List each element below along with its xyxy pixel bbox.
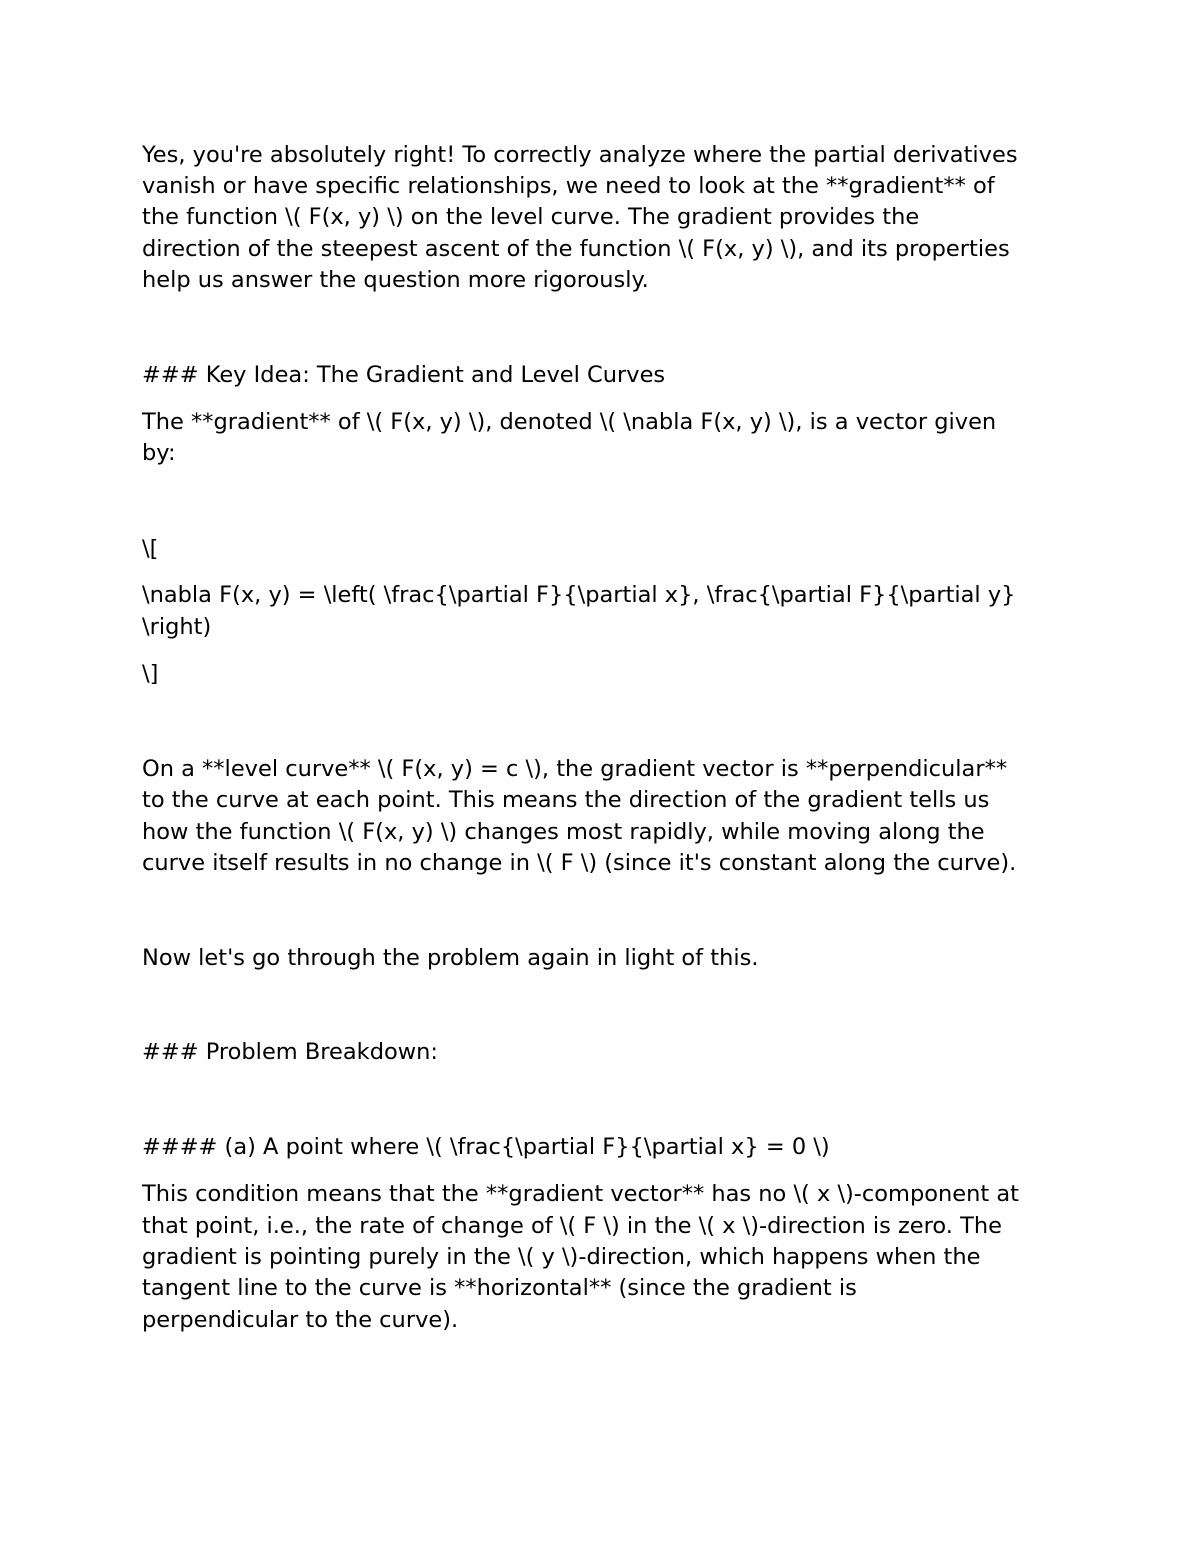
part-a-line-3: gradient is pointing purely in the \( y \)-direction, which happens when the	[142, 1244, 981, 1270]
gradient-def-line-1: The **gradient** of \( F(x, y) \), denoted \( \nabla F(x, y) \), is a vector given	[142, 409, 997, 435]
heading-problem-breakdown: ### Problem Breakdown:	[142, 1039, 438, 1065]
part-a-line-1: This condition means that the **gradient vector** has no \( x \)-component at	[142, 1181, 1019, 1207]
intro-line-2: vanish or have specific relationships, we need to look at the **gradient** of	[142, 173, 995, 199]
level-curve-line-1: On a **level curve** \( F(x, y) = c \), the gradient vector is **perpendicular**	[142, 756, 1008, 782]
heading-part-a: #### (a) A point where \( \frac{\partial F}{\partial x} = 0 \)	[142, 1134, 830, 1160]
intro-line-4: direction of the steepest ascent of the function \( F(x, y) \), and its properties	[142, 236, 1010, 262]
display-math-open: \[	[142, 536, 159, 562]
intro-line-1: Yes, you're absolutely right! To correctly analyze where the partial derivatives	[142, 142, 1018, 168]
level-curve-line-2: to the curve at each point. This means the direction of the gradient tells us	[142, 787, 990, 813]
part-a-line-4: tangent line to the curve is **horizontal** (since the gradient is	[142, 1275, 857, 1301]
transition-line: Now let's go through the problem again in light of this.	[142, 945, 759, 971]
intro-line-3: the function \( F(x, y) \) on the level curve. The gradient provides the	[142, 204, 920, 230]
heading-key-idea: ### Key Idea: The Gradient and Level Curves	[142, 362, 666, 388]
part-a-line-5: perpendicular to the curve).	[142, 1307, 459, 1333]
intro-line-5: help us answer the question more rigorously.	[142, 267, 649, 293]
formula-line-1: \nabla F(x, y) = \left( \frac{\partial F}{\partial x}, \frac{\partial F}{\partial y}	[142, 582, 1016, 608]
gradient-def-line-2: by:	[142, 440, 176, 466]
level-curve-line-3: how the function \( F(x, y) \) changes most rapidly, while moving along the	[142, 819, 985, 845]
level-curve-line-4: curve itself results in no change in \( F \) (since it's constant along the curve).	[142, 850, 1017, 876]
part-a-line-2: that point, i.e., the rate of change of \( F \) in the \( x \)-direction is zero. The	[142, 1213, 1002, 1239]
formula-line-2: \right)	[142, 614, 212, 640]
display-math-close: \]	[142, 661, 159, 687]
